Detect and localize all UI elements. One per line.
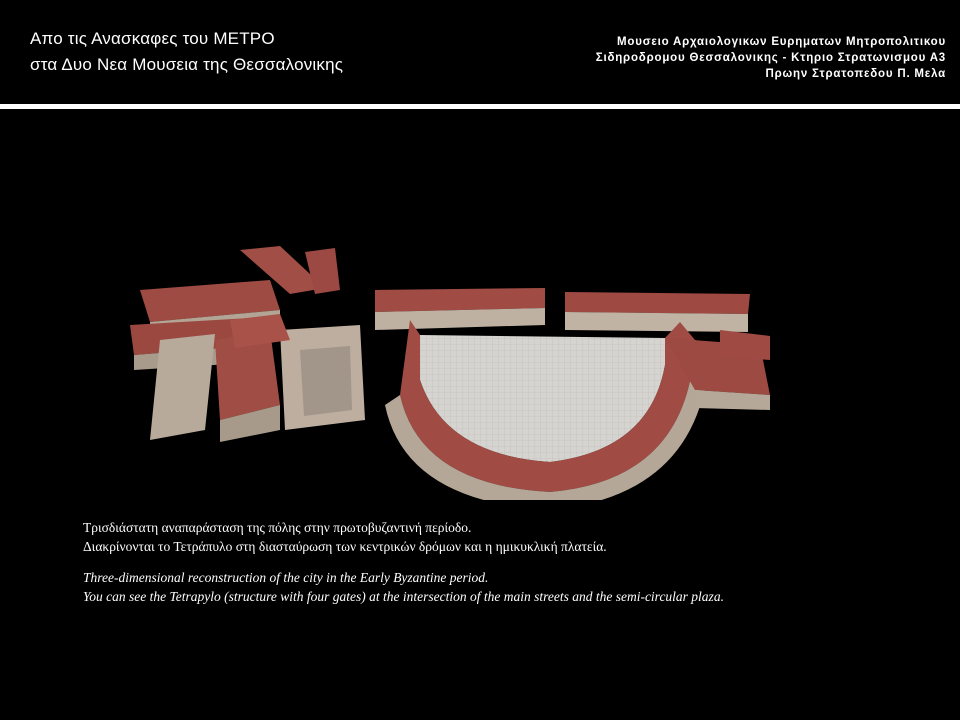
caption-english-line-1: Three-dimensional reconstruction of the city in the Early Byzantine period.: [83, 570, 489, 585]
museum-name: [596, 34, 946, 82]
exhibition-title-line-2: στα Δυο Νεα Μουσεια της Θεσσαλονικης: [30, 55, 344, 74]
caption-greek-line-1: Τρισδιάστατη αναπαράσταση της πόλης στην πρωτοβυζαντινή περίοδο.: [83, 520, 472, 535]
image-caption: [83, 518, 724, 606]
museum-name-line-3: Πρωην Στρατοπεδου Π. Μελα: [765, 68, 946, 80]
header-divider: [0, 104, 960, 109]
exhibition-title-line-1: Απο τις Ανασκαφες του ΜΕΤΡΟ: [30, 29, 275, 48]
caption-spacer: [83, 556, 724, 568]
tetrapylon-complex: [130, 246, 365, 442]
exhibition-title: [30, 26, 343, 78]
upper-stoas: [375, 288, 750, 332]
caption-english-line-2: You can see the Tetrapylo (structure with four gates) at the intersection of the main streets and the semi-circular plaza.: [83, 589, 724, 604]
reconstruction-image: [120, 230, 780, 500]
museum-name-line-2: Σιδηροδρομου Θεσσαλονικης - Κτηριο Στρατωνισμου Α3: [595, 52, 946, 64]
header-bar: [0, 0, 960, 104]
museum-name-line-1: Μουσειο Αρχαιολογικων Ευρηματων Μητροπολιτικου: [617, 36, 946, 48]
semicircular-plaza: [385, 320, 770, 500]
caption-greek-line-2: Διακρίνονται το Τετράπυλο στη διασταύρωση των κεντρικών δρόμων και η ημικυκλική πλατεία.: [83, 539, 607, 554]
